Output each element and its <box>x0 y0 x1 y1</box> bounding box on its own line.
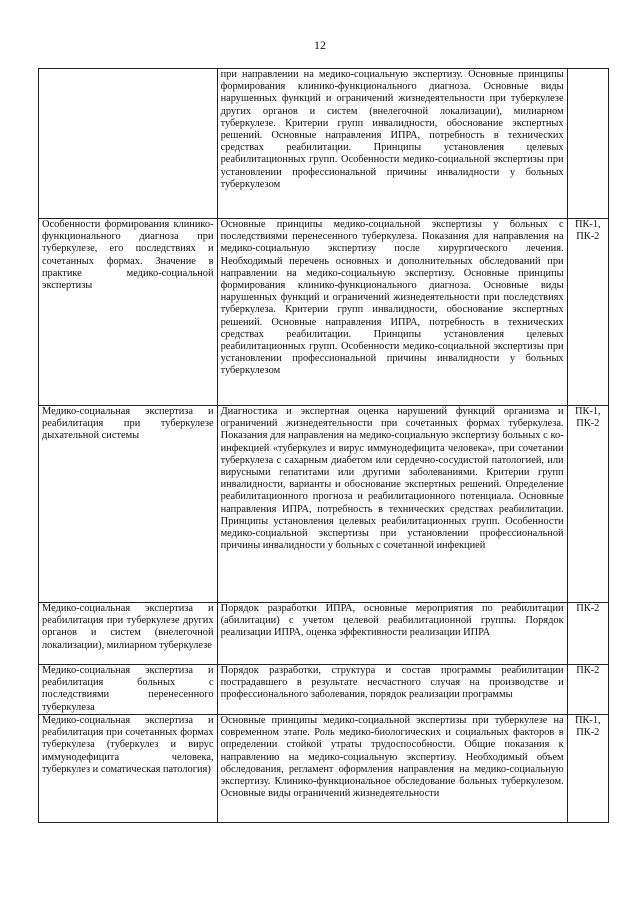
competency-cell <box>567 603 608 665</box>
competency-text: ПК-1, ПК-2 <box>574 406 601 430</box>
content-text: Порядок разработки, структура и состав программы реабилитации пострадавшего в результате несчастного случая на производстве и профессионального заболевания, порядок реализации программы <box>220 665 564 701</box>
competency-text: ПК-1, ПК-2 <box>574 715 601 739</box>
topic-cell <box>39 69 218 219</box>
topic-cell <box>39 603 218 665</box>
table-row <box>39 69 609 219</box>
topic-cell <box>39 219 218 406</box>
content-text: при направлении на медико-социальную экспертизу. Основные принципы формирования клинико-функционального диагноза. Основные виды нарушенных функций и ограничений жизнедеятельности при туберкулезе других органов и систем (внелегочной локализации), милиарном туберкулезе. Критерии групп инвалидности, обоснование экспертных решений. Основные направления ИПРА, потребность в технических средствах реабилитации. Принципы установления целевых реабилитационных групп. Особенности медико-социальной экспертизы при установлении профессиональной причины инвалидности у больных туберкулезом <box>220 69 564 190</box>
competency-text: ПК-1, ПК-2 <box>574 219 601 243</box>
competency-cell <box>567 69 608 219</box>
table-row <box>39 603 609 665</box>
content-cell <box>217 69 567 219</box>
page-number: 12 <box>314 38 326 52</box>
table-row <box>39 406 609 603</box>
content-cell <box>217 715 567 823</box>
competency-text: ПК-2 <box>576 665 600 676</box>
competency-text: ПК-2 <box>576 603 600 614</box>
content-cell <box>217 406 567 603</box>
table-row <box>39 715 609 823</box>
content-cell <box>217 219 567 406</box>
content-text: Основные принципы медико-социальной экспертизы у больных с последствиями перенесенного туберкулеза. Показания для направления на медико-социальную экспертизу после хирургического лечения. Необходимый перечень основных и дополнительных обследований при направлении на медико-социальную экспертизу. Основные принципы формирования клинико-функционального диагноза. Основные виды нарушенных функций и ограничений жизнедеятельности при последствиях туберкулеза. Критерии групп инвалидности, обоснование экспертных решений. Основные направления ИПРА, потребность в технических средствах реабилитации. Принципы установления целевых реабилитационных групп. Особенности медико-социальной экспертизы при установлении профессиональной причины инвалидности у больных туберкулезом <box>220 219 564 377</box>
table-row <box>39 219 609 406</box>
topic-cell <box>39 406 218 603</box>
topic-text: Медико-социальная экспертиза и реабилитация при туберкулезе других органов и систем (внелегочной локализации), милиарном туберкулезе <box>42 603 214 651</box>
competency-cell <box>567 406 608 603</box>
topic-text: Медико-социальная экспертиза и реабилитация больных с последствиями перенесенного туберкулеза <box>42 665 214 713</box>
content-text: Основные принципы медико-социальной экспертизы при туберкулезе на современном этапе. Роль медико-биологических и социальных факторов в определении стойкой утраты трудоспособности. Общие показания к направлению на медико-социальную экспертизу. Необходимый объем обследования, регламент оформления направления на медико-социальную экспертизу. Клинико-функциональное обследование больных туберкулезом. Основные виды ограничений жизнедеятельности <box>220 715 564 800</box>
competency-cell <box>567 715 608 823</box>
content-cell <box>217 665 567 715</box>
topic-cell <box>39 715 218 823</box>
table-row <box>39 665 609 715</box>
topic-text: Медико-социальная экспертиза и реабилитация при туберкулезе дыхательной системы <box>42 406 214 442</box>
curriculum-table <box>38 68 609 823</box>
topic-cell <box>39 665 218 715</box>
content-text: Порядок разработки ИПРА, основные мероприятия по реабилитации (абилитации) с учетом целевой реабилитационной группы. Порядок реализации ИПРА, оценка эффективности реализации ИПРА <box>220 603 564 639</box>
topic-text: Особенности формирования клинико-функционального диагноза при туберкулезе, его последствиях и сочетанных формах. Значение в практике медико-социальной экспертизы <box>42 219 214 292</box>
competency-cell <box>567 219 608 406</box>
competency-cell <box>567 665 608 715</box>
content-cell <box>217 603 567 665</box>
content-text: Диагностика и экспертная оценка нарушений функций организма и ограничений жизнедеятельности при сочетанных формах туберкулеза. Показания для направления на медико-социальную экспертизу больных с ко-инфекцией «туберкулез и вирус иммунодефицита человека», при сочетании туберкулеза с сахарным диабетом или сердечно-сосудистой патологией, или вирусными гепатитами или другими заболеваниями. Критерии групп инвалидности, варианты и обоснование экспертных решений. Определение реабилитационного прогноза и реабилитационного потенциала. Основные направления ИПРА, потребность в технических средствах реабилитации. Принципы установления целевых реабилитационных групп. Особенности медико-социальной экспертизы при установлении профессиональной причины инвалидности у больных с сочетанной инфекцией <box>220 406 564 552</box>
topic-text: Медико-социальная экспертиза и реабилитация при сочетанных формах туберкулеза (туберкулез и вирус иммунодефицита человека, туберкулез и соматическая патология) <box>42 715 214 775</box>
